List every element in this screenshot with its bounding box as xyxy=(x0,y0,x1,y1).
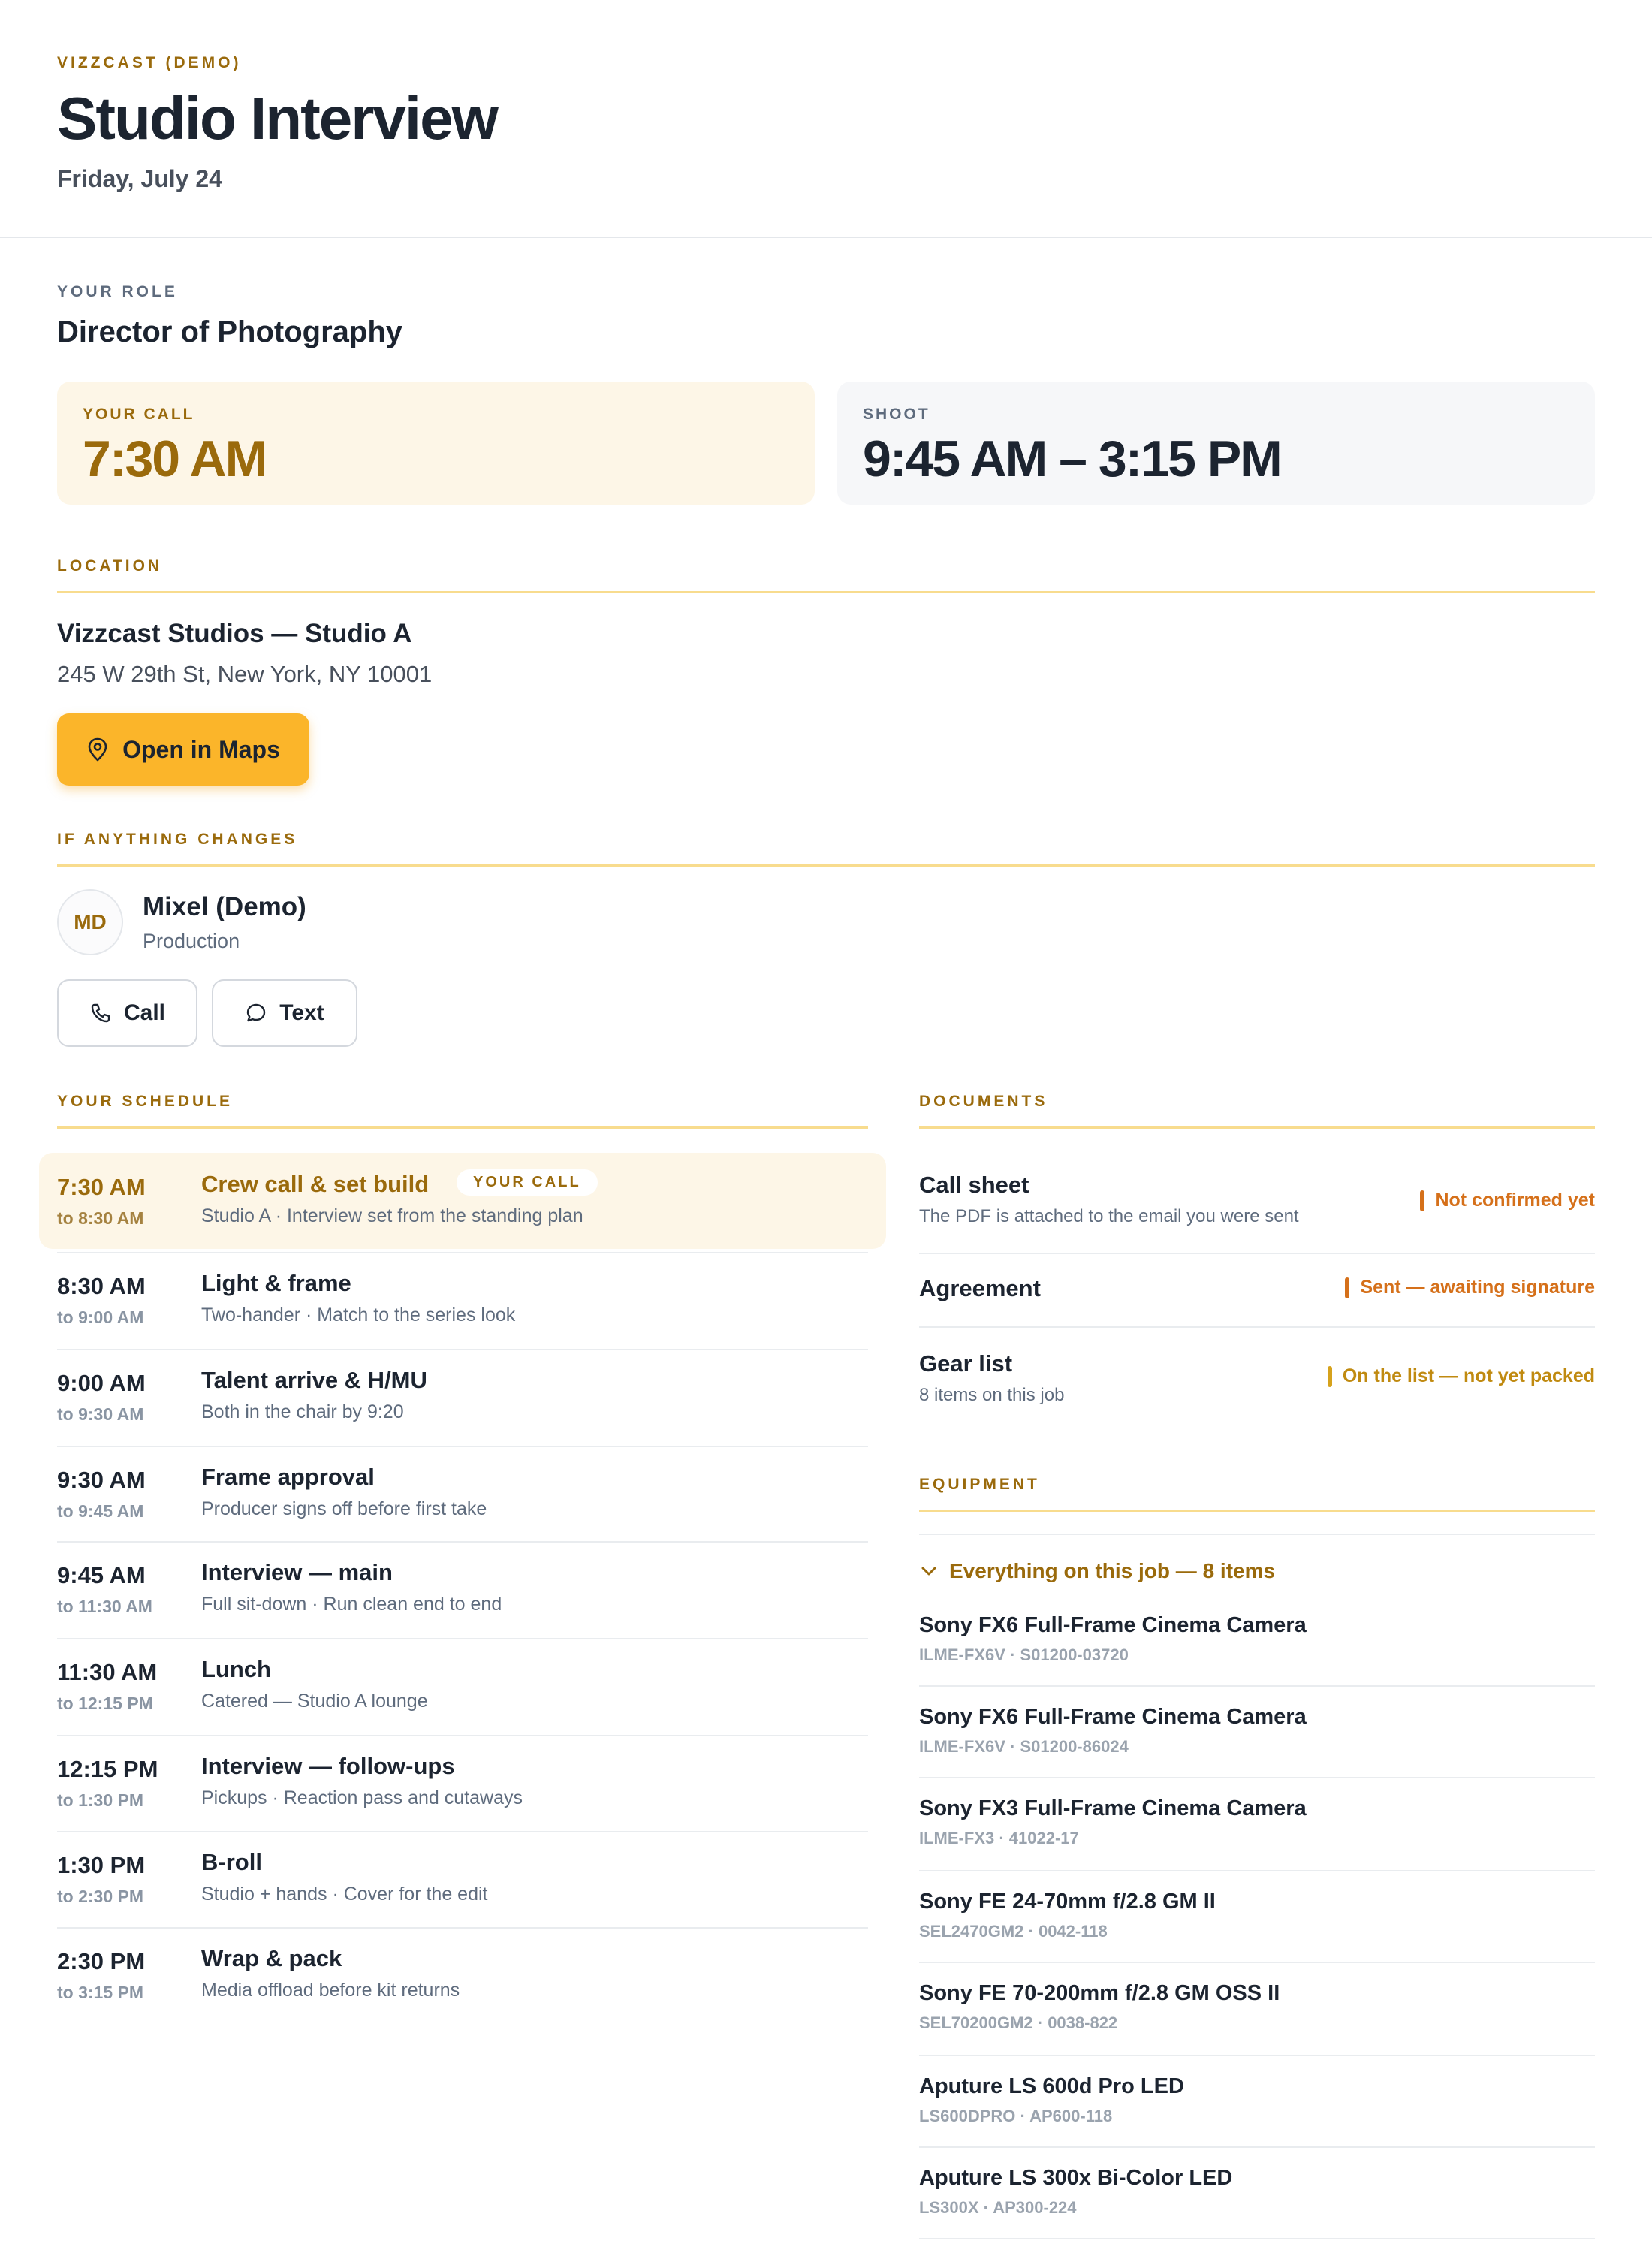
equipment-name: Aputure LS 300x Bi-Color LED xyxy=(919,2166,1233,2190)
schedule-name: Crew call & set build xyxy=(201,1171,430,1197)
chat-bubble-icon xyxy=(245,1002,267,1024)
schedule-divider xyxy=(57,1126,868,1129)
call-time-value: 7:30 AM xyxy=(83,430,267,487)
schedule-time: 9:45 AM xyxy=(57,1562,146,1588)
schedule-until: to 8:30 AM xyxy=(57,1208,144,1228)
schedule-until: to 12:15 PM xyxy=(57,1694,153,1713)
schedule-name: Interview — main xyxy=(201,1559,393,1585)
equipment-serial: LS300X · AP300-224 xyxy=(919,2198,1077,2217)
avatar: MD xyxy=(57,889,123,955)
equipment-serial: LS600DPRO · AP600-118 xyxy=(919,2107,1113,2125)
schedule-item xyxy=(57,1541,868,1637)
contact-name: Mixel (Demo) xyxy=(143,892,306,921)
equipment-name: Sony FX3 Full-Frame Cinema Camera xyxy=(919,1796,1307,1820)
schedule-name: Wrap & pack xyxy=(201,1945,342,1971)
documents-label: DOCUMENTS xyxy=(919,1093,1048,1110)
your-call-badge: YOUR CALL xyxy=(457,1169,598,1196)
row-divider xyxy=(919,2146,1595,2148)
call-button[interactable] xyxy=(57,979,197,1047)
page-title: Studio Interview xyxy=(57,85,497,152)
equipment-item xyxy=(919,1796,1595,1848)
contact-org: Production xyxy=(143,930,240,952)
equipment-label: EQUIPMENT xyxy=(919,1476,1040,1493)
row-divider xyxy=(919,2055,1595,2056)
call-time-label: YOUR CALL xyxy=(83,406,195,423)
document-name: Agreement xyxy=(919,1275,1041,1301)
status-text: Sent — awaiting signature xyxy=(1360,1277,1595,1298)
schedule-desc: Two-hander · Match to the series look xyxy=(201,1304,516,1326)
location-address: 245 W 29th St, New York, NY 10001 xyxy=(57,661,433,687)
shoot-time-label: SHOOT xyxy=(863,406,930,423)
schedule-item xyxy=(57,1638,868,1734)
schedule-until: to 11:30 AM xyxy=(57,1597,152,1616)
open-in-maps-label: Open in Maps xyxy=(122,735,280,763)
equipment-item xyxy=(919,2166,1595,2218)
equipment-item xyxy=(919,1981,1595,2033)
changes-divider xyxy=(57,864,1595,867)
equipment-name: Sony FX6 Full-Frame Cinema Camera xyxy=(919,1705,1307,1729)
phone-icon xyxy=(89,1002,112,1024)
schedule-desc: Both in the chair by 9:20 xyxy=(201,1401,404,1422)
schedule-until: to 9:30 AM xyxy=(57,1404,144,1424)
document-name: Gear list xyxy=(919,1350,1013,1377)
document-row-gear-list[interactable] xyxy=(919,1350,1595,1433)
status-bar xyxy=(1345,1277,1349,1298)
document-sub: 8 items on this job xyxy=(919,1385,1065,1405)
schedule-name: Frame approval xyxy=(201,1464,375,1490)
row-divider xyxy=(919,1870,1595,1871)
schedule-desc: Studio A · Interview set from the standing plan xyxy=(201,1205,583,1226)
schedule-time: 9:00 AM xyxy=(57,1370,146,1396)
document-name: Call sheet xyxy=(919,1172,1029,1198)
status-bar xyxy=(1328,1366,1332,1387)
equipment-divider xyxy=(919,1510,1595,1512)
schedule-time: 12:15 PM xyxy=(57,1756,158,1782)
schedule-label: YOUR SCHEDULE xyxy=(57,1093,234,1110)
equipment-name: Aputure LS 600d Pro LED xyxy=(919,2074,1184,2098)
schedule-name: Lunch xyxy=(201,1656,271,1682)
schedule-desc: Full sit-down · Run clean end to end xyxy=(201,1594,502,1615)
open-in-maps-button[interactable] xyxy=(57,713,309,786)
text-button-label: Text xyxy=(279,1000,324,1025)
row-divider xyxy=(919,1326,1595,1328)
schedule-until: to 1:30 PM xyxy=(57,1790,144,1810)
location-name: Vizzcast Studios — Studio A xyxy=(57,619,412,648)
equipment-item xyxy=(919,1890,1595,1941)
shoot-time-card xyxy=(837,382,1595,505)
document-row-call-sheet[interactable] xyxy=(919,1172,1595,1254)
equipment-toggle-label: Everything on this job — 8 items xyxy=(949,1559,1276,1582)
shoot-time-value: 9:45 AM – 3:15 PM xyxy=(863,430,1281,487)
equipment-name: Sony FE 70-200mm f/2.8 GM OSS II xyxy=(919,1981,1280,2005)
status-text: Not confirmed yet xyxy=(1435,1190,1595,1211)
schedule-desc: Producer signs off before first take xyxy=(201,1498,487,1519)
schedule-time: 8:30 AM xyxy=(57,1273,146,1299)
call-button-label: Call xyxy=(123,1000,166,1025)
equipment-serial: ILME-FX6V · S01200-86024 xyxy=(919,1737,1129,1756)
row-divider xyxy=(919,1534,1595,1535)
map-pin-icon xyxy=(86,737,109,762)
schedule-desc: Pickups · Reaction pass and cutaways xyxy=(201,1787,523,1808)
equipment-serial: ILME-FX6V · S01200-03720 xyxy=(919,1645,1129,1664)
schedule-item xyxy=(57,1252,868,1348)
schedule-item xyxy=(57,1831,868,1927)
schedule-time: 7:30 AM xyxy=(57,1174,146,1200)
equipment-serial: SEL70200GM2 · 0038-822 xyxy=(919,2013,1118,2032)
app-name: VIZZCAST (DEMO) xyxy=(57,54,242,71)
schedule-name: Talent arrive & H/MU xyxy=(201,1367,427,1393)
schedule-name: Interview — follow-ups xyxy=(201,1753,455,1779)
equipment-item xyxy=(919,1705,1595,1757)
schedule-item xyxy=(57,1349,868,1445)
role-label: YOUR ROLE xyxy=(57,283,178,300)
schedule-item xyxy=(57,1927,868,2023)
equipment-serial: ILME-FX3 · 41022-17 xyxy=(919,1829,1079,1847)
status-bar xyxy=(1420,1190,1424,1211)
status-badge xyxy=(1328,1365,1595,1387)
schedule-until: to 9:00 AM xyxy=(57,1307,144,1327)
location-label: LOCATION xyxy=(57,557,163,575)
row-divider xyxy=(919,1962,1595,1963)
changes-label: IF ANYTHING CHANGES xyxy=(57,831,298,848)
equipment-name: Sony FX6 Full-Frame Cinema Camera xyxy=(919,1613,1307,1637)
schedule-desc: Catered — Studio A lounge xyxy=(201,1691,428,1712)
status-badge xyxy=(1345,1277,1595,1298)
call-time-card xyxy=(57,382,815,505)
schedule-item xyxy=(39,1153,886,1249)
schedule-name: Light & frame xyxy=(201,1270,351,1296)
equipment-name: Sony FE 24-70mm f/2.8 GM II xyxy=(919,1890,1216,1914)
schedule-time: 11:30 AM xyxy=(57,1659,158,1685)
schedule-desc: Media offload before kit returns xyxy=(201,1980,460,2001)
document-row-agreement[interactable] xyxy=(919,1275,1595,1328)
schedule-item xyxy=(57,1446,868,1542)
chevron-down-icon xyxy=(919,1561,939,1581)
status-badge xyxy=(1420,1190,1595,1211)
schedule-until: to 3:15 PM xyxy=(57,1983,144,2002)
equipment-item xyxy=(919,1613,1595,1665)
schedule-time: 2:30 PM xyxy=(57,1948,146,1974)
schedule-desc: Studio + hands · Cover for the edit xyxy=(201,1884,488,1905)
documents-divider xyxy=(919,1126,1595,1129)
schedule-item xyxy=(57,1735,868,1831)
document-sub: The PDF is attached to the email you were sent xyxy=(919,1206,1299,1226)
event-date: Friday, July 24 xyxy=(57,165,222,192)
equipment-toggle[interactable] xyxy=(919,1559,1275,1583)
text-button[interactable] xyxy=(212,979,357,1047)
role-value: Director of Photography xyxy=(57,315,403,348)
equipment-item xyxy=(919,2074,1595,2126)
row-divider xyxy=(919,2238,1595,2239)
schedule-until: to 9:45 AM xyxy=(57,1501,144,1521)
schedule-name: B-roll xyxy=(201,1849,262,1875)
row-divider xyxy=(919,1777,1595,1778)
schedule-time: 1:30 PM xyxy=(57,1852,146,1878)
location-divider xyxy=(57,591,1595,593)
page-header xyxy=(0,0,1652,238)
schedule-until: to 2:30 PM xyxy=(57,1887,144,1906)
status-text: On the list — not yet packed xyxy=(1342,1365,1595,1386)
schedule-time: 9:30 AM xyxy=(57,1467,146,1493)
equipment-serial: SEL2470GM2 · 0042-118 xyxy=(919,1922,1108,1941)
row-divider xyxy=(919,1253,1595,1254)
row-divider xyxy=(919,1685,1595,1687)
